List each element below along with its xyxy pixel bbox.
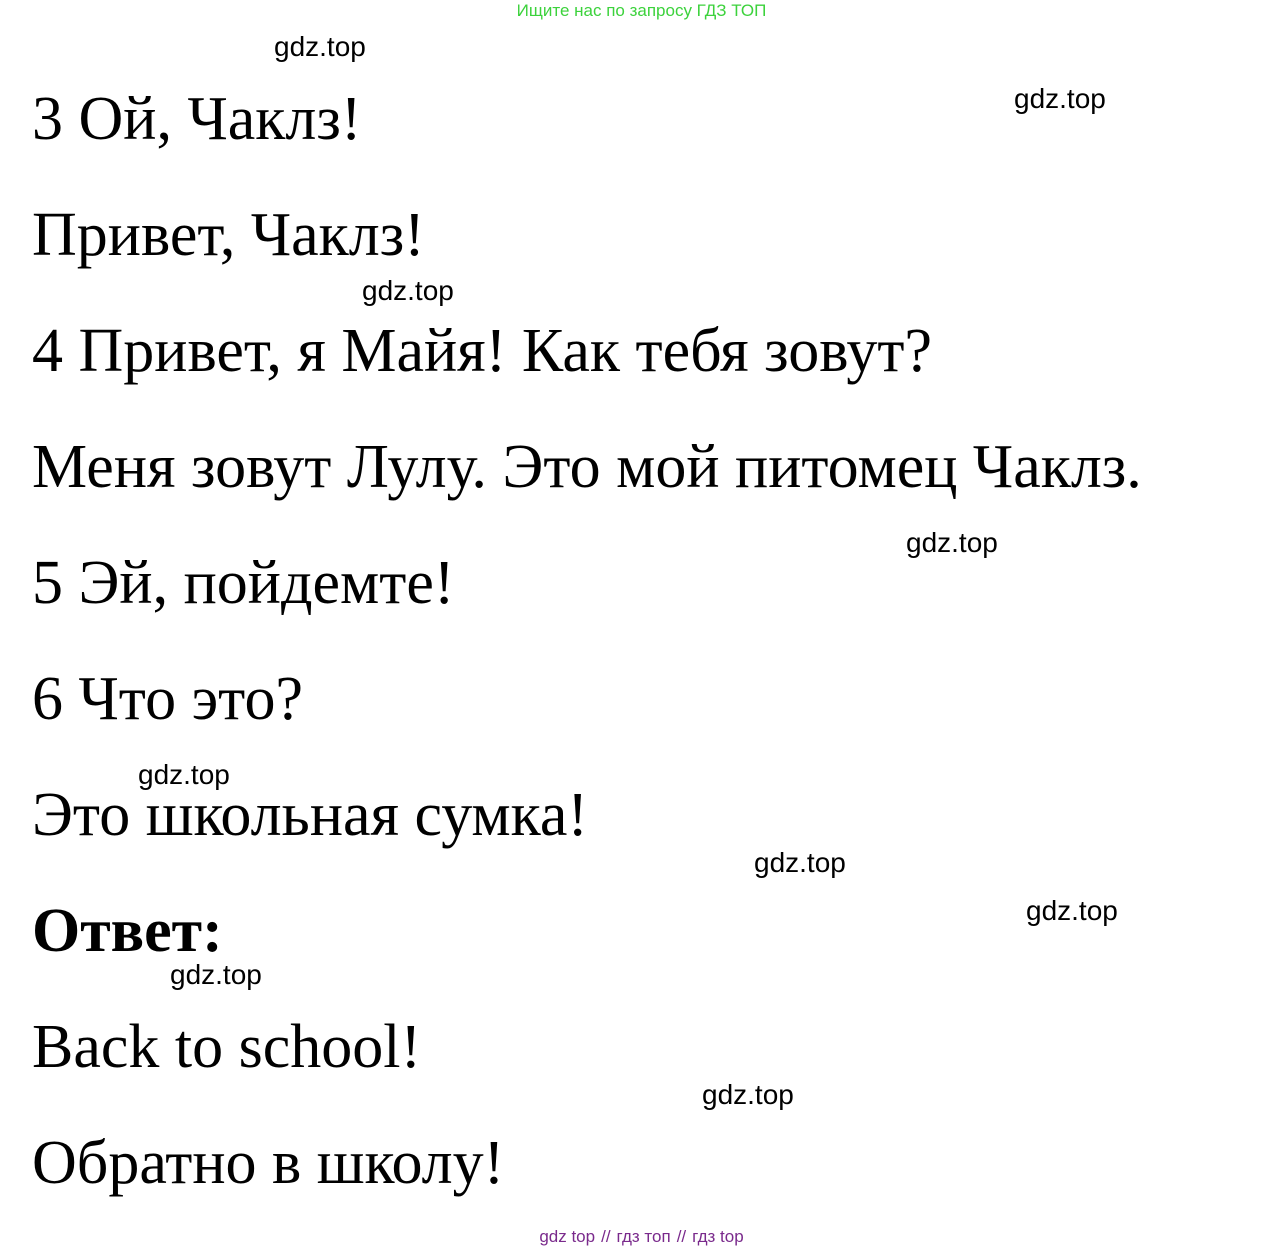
footer-separator: // bbox=[601, 1227, 611, 1246]
watermark: gdz.top bbox=[906, 527, 998, 558]
text-line: 4 Привет, я Майя! Как тебя зовут? bbox=[32, 317, 933, 385]
footer bbox=[0, 1226, 1283, 1248]
text-line: Обратно в школу! bbox=[32, 1129, 505, 1197]
text-line: 3 Ой, Чаклз! bbox=[32, 85, 362, 153]
footer-item[interactable]: гдз топ bbox=[616, 1227, 671, 1246]
footer-item[interactable]: gdz top bbox=[539, 1227, 596, 1246]
text-line: 5 Эй, пойдемте! bbox=[32, 549, 455, 617]
text-line: Привет, Чаклз! bbox=[32, 201, 425, 269]
watermark: gdz.top bbox=[754, 847, 846, 878]
footer-item[interactable]: гдз top bbox=[692, 1227, 744, 1246]
watermark: gdz.top bbox=[274, 31, 366, 62]
watermark: gdz.top bbox=[362, 275, 454, 306]
text-line: Это школьная сумка! bbox=[32, 781, 589, 849]
text-line: Back to school! bbox=[32, 1013, 422, 1081]
text-line: Меня зовут Лулу. Это мой питомец Чаклз. bbox=[32, 433, 1142, 501]
top-banner: Ищите нас по запросу ГДЗ ТОП bbox=[516, 1, 767, 20]
text-line: 6 Что это? bbox=[32, 665, 303, 733]
watermark: gdz.top bbox=[138, 759, 230, 790]
watermark: gdz.top bbox=[1014, 83, 1106, 114]
watermark: gdz.top bbox=[1026, 895, 1118, 926]
watermark: gdz.top bbox=[702, 1079, 794, 1110]
watermark: gdz.top bbox=[170, 959, 262, 990]
footer-separator: // bbox=[676, 1227, 687, 1246]
answer-heading: Ответ: bbox=[32, 897, 223, 965]
